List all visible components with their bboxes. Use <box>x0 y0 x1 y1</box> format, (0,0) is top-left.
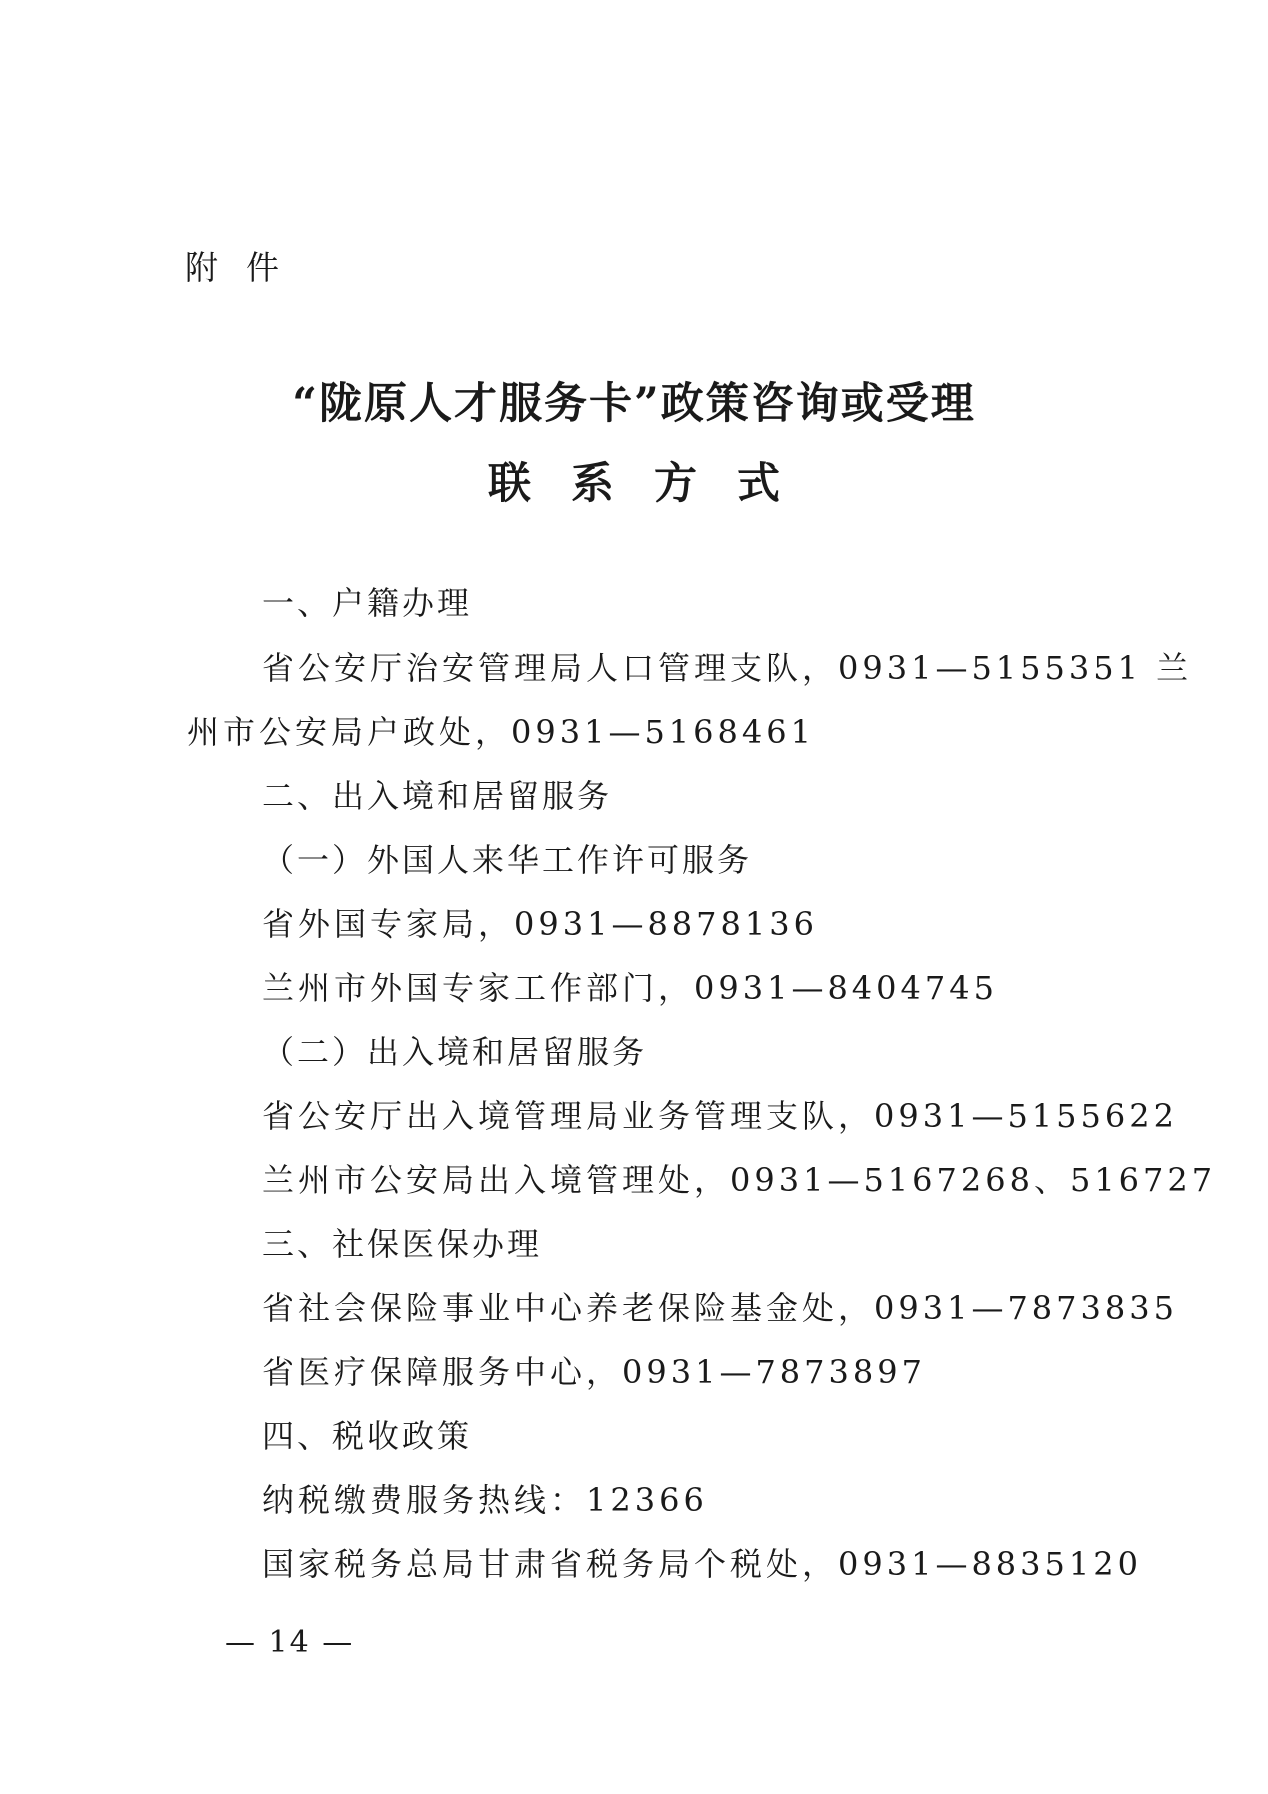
section-3-line-1: 省社会保险事业中心养老保险基金处，0931—7873835 <box>262 1289 1178 1327</box>
document-title-line-2: 联系方式 <box>488 459 820 509</box>
section-2-sub-1-line-1: 省外国专家局，0931—8878136 <box>262 905 818 943</box>
section-1-heading: 一、户籍办理 <box>262 584 473 622</box>
section-3-line-2: 省医疗保障服务中心，0931—7873897 <box>262 1353 926 1391</box>
section-4-line-1: 纳税缴费服务热线：12366 <box>262 1481 708 1519</box>
document-title-line-1: “陇原人才服务卡”政策咨询或受理 <box>292 379 976 429</box>
section-2-sub-2-heading: （二）出入境和居留服务 <box>262 1033 648 1071</box>
section-2-sub-2-line-1: 省公安厅出入境管理局业务管理支队，0931—5155622 <box>262 1097 1178 1135</box>
section-2-sub-1-line-2: 兰州市外国专家工作部门，0931—8404745 <box>262 969 998 1007</box>
section-4-line-2: 国家税务总局甘肃省税务局个税处，0931—8835120 <box>262 1545 1142 1583</box>
section-2-sub-1-heading: （一）外国人来华工作许可服务 <box>262 841 753 879</box>
section-1-line-1: 省公安厅治安管理局人口管理支队，0931—5155351 兰 <box>262 649 1193 687</box>
section-1-line-2: 州市公安局户政处，0931—5168461 <box>187 713 815 751</box>
section-3-heading: 三、社保医保办理 <box>262 1225 543 1263</box>
section-4-heading: 四、税收政策 <box>262 1417 473 1455</box>
section-2-heading: 二、出入境和居留服务 <box>262 777 613 815</box>
attachment-label: 附件 <box>185 248 307 287</box>
section-2-sub-2-line-2: 兰州市公安局出入境管理处，0931—5167268、516727 <box>262 1161 1217 1199</box>
page-number: — 14 — <box>225 1625 355 1660</box>
